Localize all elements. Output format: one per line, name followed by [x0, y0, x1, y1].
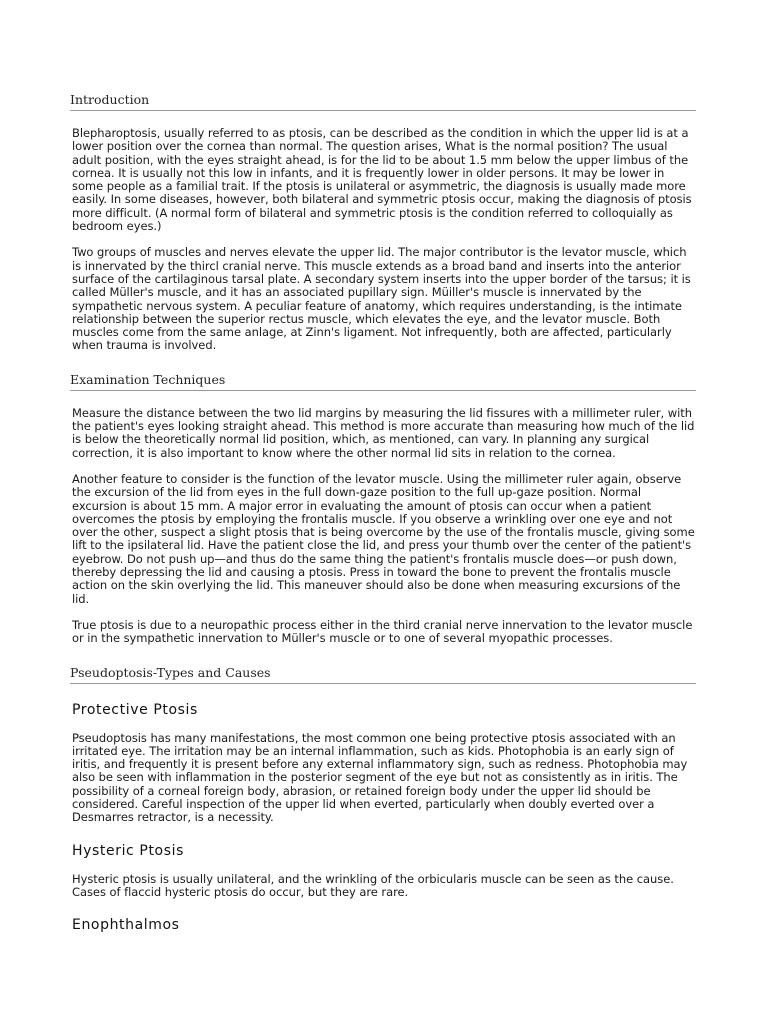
protective-ptosis-paragraph: Pseudoptosis has many manifestations, the most common one being protective ptosis associated with an irritated eye. The irritation may be an internal inflammation, such as kids. Photophobia is an early sign of iritis, and frequently it is present before any external inflammatory sign, such as redness. Photophobia may also be seen with inflammation in the posterior segment of the eye but not as consistently as in iritis. The possibility of a corneal foreign body, abrasion, or retained foreign body under the upper lid should be considered. Careful inspection of the upper lid when everted, particularly when doubly everted over a Desmarres retractor, is a necessity.	[72, 730, 688, 825]
section-heading-examination: Examination Techniques	[70, 372, 696, 391]
exam-paragraph-3: True ptosis is due to a neuropathic process either in the third cranial nerve innervation to the levator muscle or in the sympathetic innervation to Müller's muscle or to one of several myopathic processes.	[72, 617, 693, 646]
exam-paragraph-1: Measure the distance between the two lid margins by measuring the lid fissures with a millimeter ruler, with the patient's eyes looking straight ahead. This method is more accurate than measuring how much of the lid is below the theoretically normal lid position, which, as mentioned, can vary. In planning any surgical correction, it is also important to know where the other normal lid sits in relation to the cornea.	[72, 405, 695, 460]
hysteric-ptosis-paragraph: Hysteric ptosis is usually unilateral, and the wrinkling of the orbicularis muscle can be seen as the cause. Cases of flaccid hysteric ptosis do occur, but they are rare.	[72, 871, 674, 899]
intro-paragraph-2: Two groups of muscles and nerves elevate the upper lid. The major contributor is the levator muscle, which is innervated by the thircl cranial nerve. This muscle extends as a broad band and inserts into the anterior surface of the cartilaginous tarsal plate. A secondary system inserts into the upper border of the tarsus; it is called Müller's muscle, and it has an associated pupillary sign. Müiller's muscle is innervated by the sympathetic nervous system. A peculiar feature of anatomy, which requires understanding, is the intimate relationship between the superior rectus muscle, which elevates the eye, and the levator muscle. Both muscles come from the same anlage, at Zinn's ligament. Not infrequently, both are affected, particularly when trauma is involved.	[72, 245, 691, 353]
exam-paragraph-2: Another feature to consider is the function of the levator muscle. Using the millimeter ruler again, observe the excursion of the lid from eyes in the full down-gaze position to the full up-gaze position. Normal excursion is about 15 mm. A major error in evaluating the amount of ptosis can occur when a patient overcomes the ptosis by employing the frontalis muscle. If you observe a wrinkling over one eye and not over the other, suspect a slight ptosis that is being overcome by the use of the frontalis muscle, giving some lift to the ipsilateral lid. Have the patient close the lid, and press your thumb over the center of the patient's eyebrow. Do not push up—and thus do the same thing the patient's frontalis muscle does—or push down, thereby depressing the lid and causing a ptosis. Press in toward the bone to prevent the frontalis muscle action on the skin overlying the lid. This maneuver should also be done when measuring excursions of the lid.	[72, 471, 695, 606]
intro-paragraph-1: Blepharoptosis, usually referred to as ptosis, can be described as the condition in which the upper lid is at a lower position over the cornea than normal. The question arises, What is the normal position? The usual adult position, with the eyes straight ahead, is for the lid to be about 1.5 mm below the upper limbus of the cornea. It is usually not this low in infants, and it is frequently lower in older persons. It may be lower in some people as a familial trait. If the ptosis is unilateral or asymmetric, the diagnosis is usually made more easily. In some diseases, however, both bilateral and symmetric ptosis occur, making the diagnosis of ptosis more difficult. (A normal form of bilateral and symmetric ptosis is the condition referred to colloquially as bedroom eyes.)	[72, 126, 692, 234]
section-heading-introduction: Introduction	[70, 92, 696, 111]
subheading-hysteric-ptosis: Hysteric Ptosis	[72, 842, 184, 859]
subheading-protective-ptosis: Protective Ptosis	[72, 701, 198, 718]
subheading-enophthalmos: Enophthalmos	[72, 917, 180, 934]
section-heading-pseudoptosis: Pseudoptosis-Types and Causes	[70, 665, 696, 684]
